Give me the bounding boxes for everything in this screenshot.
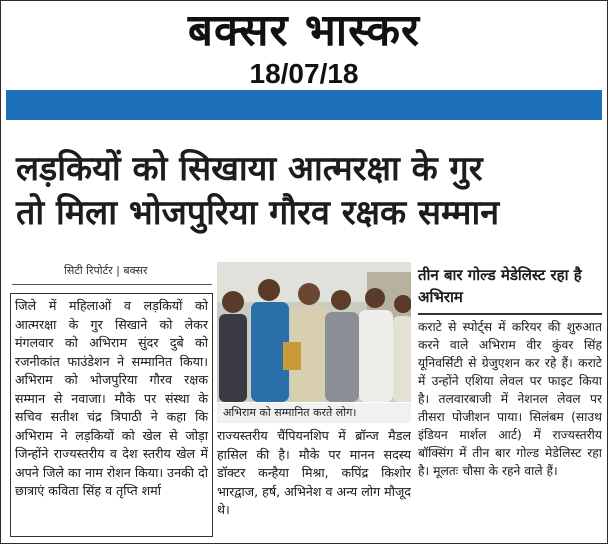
sidebar-divider — [418, 313, 602, 315]
article-body-middle: राज्यस्तरीय चैंपियनशिप में ब्रॉन्ज मैडल हासिल की है। मौके पर मानन सदस्य डॉक्टर कन्हैया मिश्रा, कपिंद्र किशोर भारद्वाज, हर्ष, अभिनेश व अन्य लोग मौजूद थे। — [217, 428, 411, 517]
headline-line-1: लड़कियों को सिखाया आत्मरक्षा के गुर — [16, 149, 483, 189]
publication-date: 18/07/18 — [249, 58, 359, 89]
sidebar-heading: तीन बार गोल्ड मेडेलिस्ट रहा है अभिराम — [418, 266, 582, 306]
headline-line-2: तो मिला भोजपुरिया गौरव रक्षक सम्मान — [16, 193, 500, 233]
photo-caption: अभिराम को सम्मानित करते लोग। — [217, 403, 411, 423]
byline: सिटी रिपोर्टर | बक्सर — [64, 264, 148, 277]
byline-divider — [12, 284, 212, 285]
group-photo-illustration — [217, 262, 411, 402]
article-photo — [217, 262, 411, 402]
header-color-band — [6, 90, 602, 120]
sidebar-body: कराटे से स्पोर्ट्स में करियर की शुरुआत करने वाले अभिराम वीर कुंवर सिंह यूनिवर्सिटी से ग्रेजुएशन कर रहे हैं। कराटे में उन्होंने एशिया लेवल पर फाइट किया है। तलवारबाजी में नेशनल लेवल पर तीसरा पोजीशन पाया। सिलंबम (साउथ इंडियन मार्शल आर्ट) में राज्यस्तरीय बॉक्सिंग में तीन बार गोल्ड मेडेलिस्ट रहा है। मूलतः चौसा के रहने वाले हैं। — [418, 320, 602, 478]
article-body-left: जिले में महिलाओं व लड़कियों को आत्मरक्षा के गुर सिखाने को लेकर मंगलवार को अभिराम सुंदर दुबे को रजनीकांत फाउंडेशन ने सम्मानित किया। अभिराम को भोजपुरिया गौरव रक्षक सम्मान से नवाजा। मौके पर संस्था के सचिव सतीश चंद्र त्रिपाठी ने कहा कि अभिराम ने लड़कियों को खेल से जोड़ा जिन्होंने राज्यस्तरीय व देश स्तरीय खेल में अपने जिले का नाम रोशन किया। उनकी दो छात्राएं कविता सिंह व तृप्ति शर्मा — [10, 293, 213, 537]
newspaper-masthead: बक्सर भास्कर — [187, 5, 421, 56]
